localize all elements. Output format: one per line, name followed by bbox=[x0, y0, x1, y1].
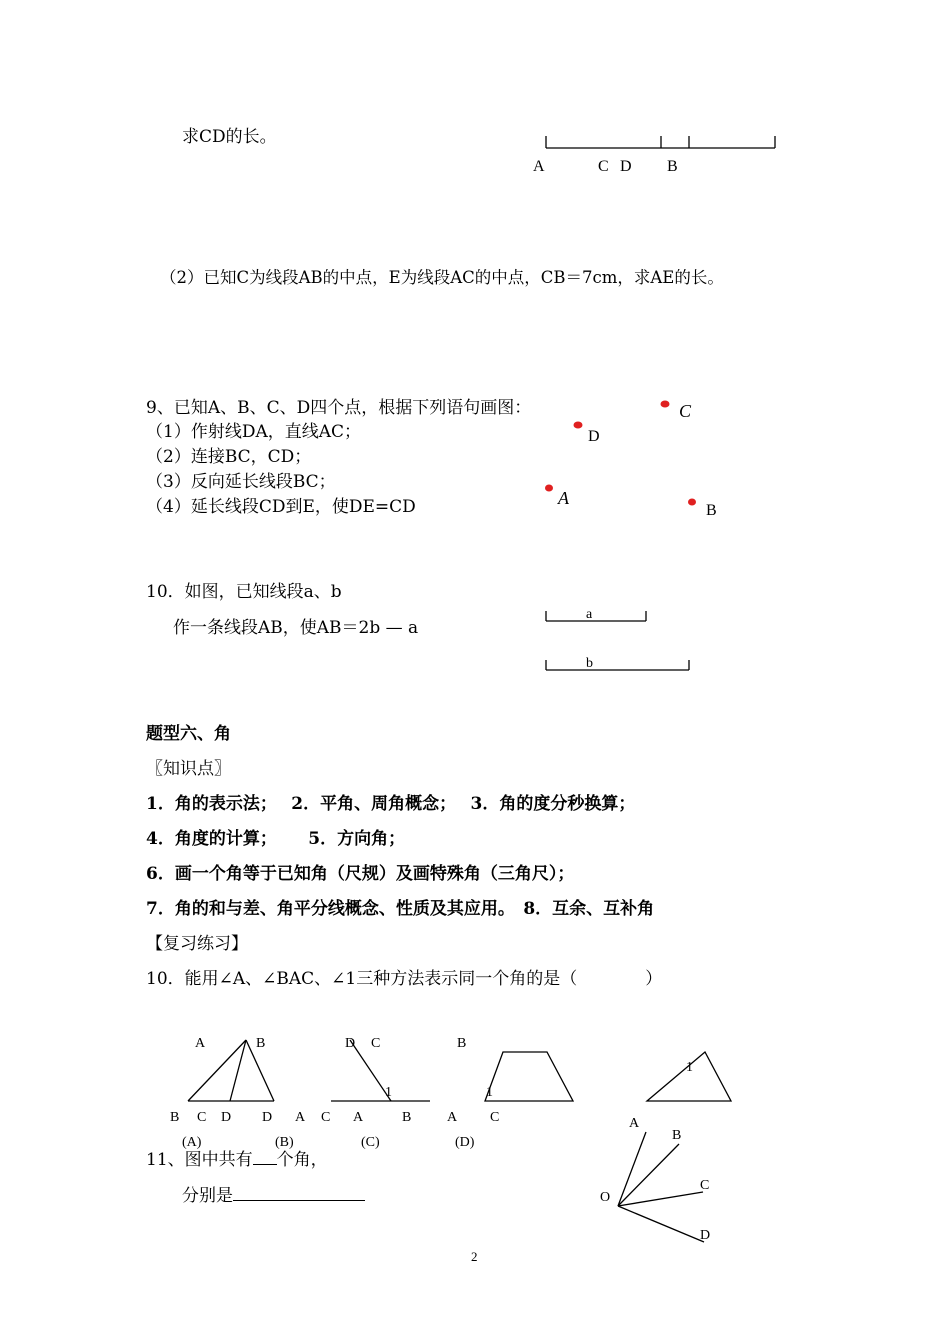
q11-line1-suffix: 个角， bbox=[276, 1150, 328, 1170]
segment-a-label: a bbox=[586, 607, 593, 622]
fig-b-label-c: C bbox=[371, 1036, 381, 1051]
fig-a-label-b: B bbox=[256, 1036, 266, 1051]
ray-label-c: C bbox=[700, 1178, 710, 1193]
knowledge-line-2: 4．角度的计算； 5．方向角； bbox=[146, 829, 406, 849]
fig-a-label-a-bottom: A bbox=[295, 1110, 306, 1125]
q8-label-a: A bbox=[533, 158, 545, 175]
fig-a-label-d2-bottom: D bbox=[262, 1110, 273, 1125]
q8-label-d: D bbox=[620, 158, 632, 175]
knowledge-line-1: 1．角的表示法； 2．平角、周角概念； 3．角的度分秒换算； bbox=[146, 794, 636, 814]
segment-b-label: b bbox=[586, 656, 593, 671]
q8-part2-text: （2）已知C为线段AB的中点，E为线段AC的中点，CB＝7cm，求AE的长。 bbox=[160, 268, 724, 287]
q9-label-b: B bbox=[706, 502, 717, 519]
fig-d-angle-mark: 1 bbox=[686, 1060, 693, 1075]
q11-line1-prefix: 11、图中共有 bbox=[146, 1150, 253, 1170]
fig-a-label-b-bottom: B bbox=[170, 1110, 180, 1125]
fig-b-label-d: D bbox=[345, 1036, 356, 1051]
knowledge-header: 〖知识点〗 bbox=[146, 759, 231, 779]
fig-b-angle-mark: 1 bbox=[385, 1085, 392, 1100]
fig-c-label-b: B bbox=[457, 1036, 467, 1051]
fig-c-label-a-bottom: A bbox=[447, 1110, 458, 1125]
q9-line4: （4）延长线段CD到E，使DE=CD bbox=[146, 497, 416, 517]
q9-label-a: A bbox=[558, 488, 569, 508]
option-a-label: (A) bbox=[182, 1135, 202, 1150]
option-c-label: (C) bbox=[361, 1135, 380, 1150]
ray-label-b: B bbox=[672, 1128, 682, 1143]
q9-label-c: C bbox=[679, 401, 692, 421]
q10a-line1: 10．如图，已知线段a、b bbox=[146, 582, 342, 602]
fig-c-angle-mark: 1 bbox=[486, 1085, 493, 1100]
q10a-line2: 作一条线段AB，使AB＝2b — a bbox=[173, 618, 419, 638]
q9-line3: （3）反向延长线段BC； bbox=[146, 472, 336, 492]
fig-b-label-a-bottom: A bbox=[353, 1110, 364, 1125]
q8-label-c: C bbox=[598, 158, 609, 175]
q10b-text: 10．能用∠A、∠BAC、∠1三种方法表示同一个角的是（ ） bbox=[146, 969, 663, 989]
fig-b-label-b-bottom: B bbox=[402, 1110, 412, 1125]
fig-a-label-a: A bbox=[195, 1036, 206, 1051]
section-title: 题型六、角 bbox=[146, 724, 231, 744]
knowledge-line-4: 7．角的和与差、角平分线概念、性质及其应用。 8．互余、互补角 bbox=[146, 899, 655, 919]
q11-line2-prefix: 分别是 bbox=[182, 1186, 233, 1206]
fig-c-label-c-bottom: C bbox=[490, 1110, 500, 1125]
q8-label-b: B bbox=[667, 158, 678, 175]
option-d-label: (D) bbox=[455, 1135, 475, 1150]
fig-b-label-c-bottom: C bbox=[321, 1110, 331, 1125]
q9-line1: （1）作射线DA，直线AC； bbox=[146, 422, 362, 442]
q9-label-d: D bbox=[588, 428, 600, 445]
fig-a-label-c-bottom: C bbox=[197, 1110, 207, 1125]
q8-part1-text: 求CD的长。 bbox=[182, 127, 277, 147]
vertex-label-o: O bbox=[600, 1190, 611, 1205]
option-b-label: (B) bbox=[275, 1135, 294, 1150]
knowledge-line-3: 6．画一个角等于已知角（尺规）及画特殊角（三角尺）； bbox=[146, 864, 575, 884]
q9-line0: 9、已知A、B、C、D四个点，根据下列语句画图： bbox=[146, 398, 532, 418]
q9-line2: （2）连接BC，CD； bbox=[146, 447, 312, 467]
ray-label-d: D bbox=[700, 1228, 711, 1243]
page-number: 2 bbox=[471, 1249, 478, 1264]
review-header: 【复习练习】 bbox=[146, 934, 248, 954]
ray-label-a: A bbox=[629, 1116, 640, 1131]
fig-a-label-d-bottom: D bbox=[221, 1110, 232, 1125]
